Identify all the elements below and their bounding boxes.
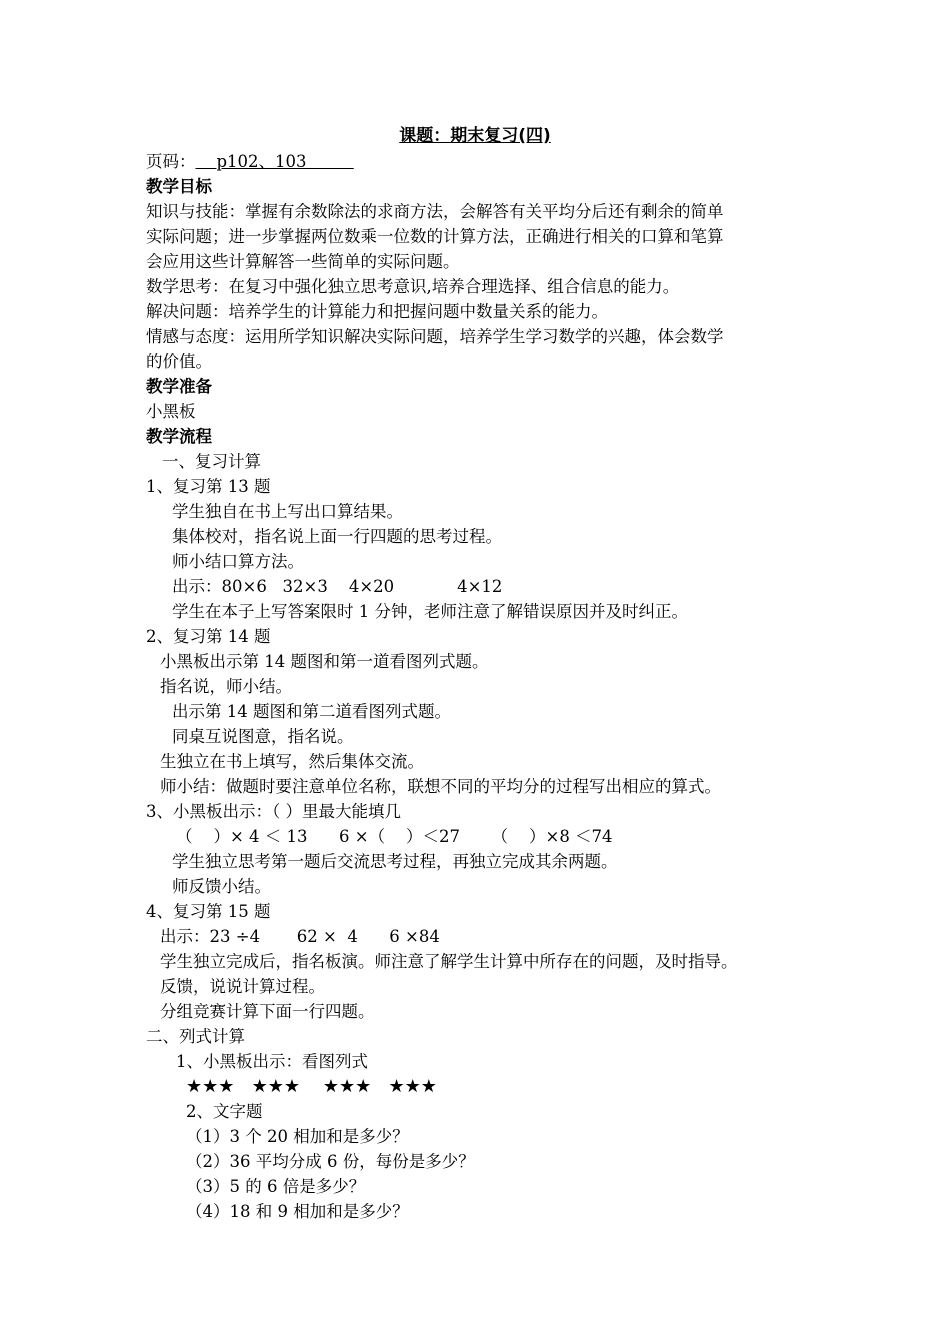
- preparation-heading: 教学准备: [146, 377, 212, 396]
- objective-line: 的价值。: [146, 352, 212, 371]
- objective-line: 情感与态度：运用所学知识解决实际问题，培养学生学习数学的兴趣，体会数学: [146, 327, 724, 346]
- q15-line: 学生独立完成后，指名板演。师注意了解学生计算中所存在的问题，及时指导。: [160, 952, 738, 971]
- q14-line: 师小结：做题时要注意单位名称，联想不同的平均分的过程写出相应的算式。: [160, 777, 721, 796]
- q15-title: 4、复习第 15 题: [146, 902, 271, 921]
- q14-line: 生独立在书上填写，然后集体交流。: [160, 752, 424, 771]
- word-problem: （1）3 个 20 相加和是多少？: [186, 1127, 409, 1146]
- q13-line: 学生独自在书上写出口算结果。: [172, 502, 403, 521]
- page-code-value: p102、103: [195, 152, 354, 171]
- word-problem: （3）5 的 6 倍是多少？: [186, 1177, 366, 1196]
- q14-title: 2、复习第 14 题: [146, 627, 271, 646]
- part2-title: 二、列式计算: [146, 1027, 245, 1046]
- page-title: 课题：期末复习(四): [399, 126, 551, 146]
- stars-figure: ★★★ ★★★ ★★★ ★★★: [186, 1076, 437, 1097]
- q3-line: 师反馈小结。: [172, 877, 271, 896]
- q13-line: 师小结口算方法。: [172, 552, 304, 571]
- part2-item-1: 1、小黑板出示：看图列式: [176, 1052, 368, 1071]
- page-code-line: [146, 149, 816, 174]
- word-problem: （4）18 和 9 相加和是多少？: [186, 1202, 409, 1221]
- document-body: [146, 149, 816, 1224]
- objective-line: 会应用这些计算解答一些简单的实际问题。: [146, 252, 460, 271]
- objective-line: 解决问题：培养学生的计算能力和把握问题中数量关系的能力。: [146, 302, 608, 321]
- q14-line: 同桌互说图意，指名说。: [172, 727, 354, 746]
- objective-line: 实际问题；进一步掌握两位数乘一位数的计算方法，正确进行相关的口算和笔算: [146, 227, 724, 246]
- q15-line: 反馈，说说计算过程。: [160, 977, 325, 996]
- preparation-item: 小黑板: [146, 402, 196, 421]
- part1-title: 一、复习计算: [162, 452, 261, 471]
- process-heading: 教学流程: [146, 427, 212, 446]
- objectives-heading: 教学目标: [146, 177, 212, 196]
- q13-show-line: 出示：80×6 32×3 4×20 4×12: [172, 577, 503, 596]
- part2-item-2: 2、文字题: [186, 1102, 263, 1121]
- q13-title: 1、复习第 13 题: [146, 477, 271, 496]
- q15-line: 分组竞赛计算下面一行四题。: [160, 1002, 375, 1021]
- objective-line: 知识与技能：掌握有余数除法的求商方法，会解答有关平均分后还有剩余的简单: [146, 202, 724, 221]
- q14-line: 小黑板出示第 14 题图和第一道看图列式题。: [160, 652, 489, 671]
- objective-line: 数学思考：在复习中强化独立思考意识,培养合理选择、组合信息的能力。: [146, 277, 680, 296]
- page-code-label: 页码：: [146, 152, 196, 171]
- q3-title: 3、小黑板出示：（ ）里最大能填几: [146, 802, 401, 821]
- q3-line: 学生独立思考第一题后交流思考过程，再独立完成其余两题。: [172, 852, 618, 871]
- q3-expression: （ ）× 4 ＜ 13 6 ×（ ）＜27 （ ）×8 ＜74: [176, 827, 613, 846]
- q13-after: 学生在本子上写答案限时 1 分钟，老师注意了解错误原因并及时纠正。: [172, 602, 688, 621]
- q14-line: 出示第 14 题图和第二道看图列式题。: [172, 702, 451, 721]
- q13-line: 集体校对，指名说上面一行四题的思考过程。: [172, 527, 502, 546]
- q15-show-line: 出示：23 ÷4 62 × 4 6 ×84: [160, 927, 440, 946]
- word-problem: （2）36 平均分成 6 份，每份是多少？: [186, 1152, 475, 1171]
- q14-line: 指名说，师小结。: [160, 677, 292, 696]
